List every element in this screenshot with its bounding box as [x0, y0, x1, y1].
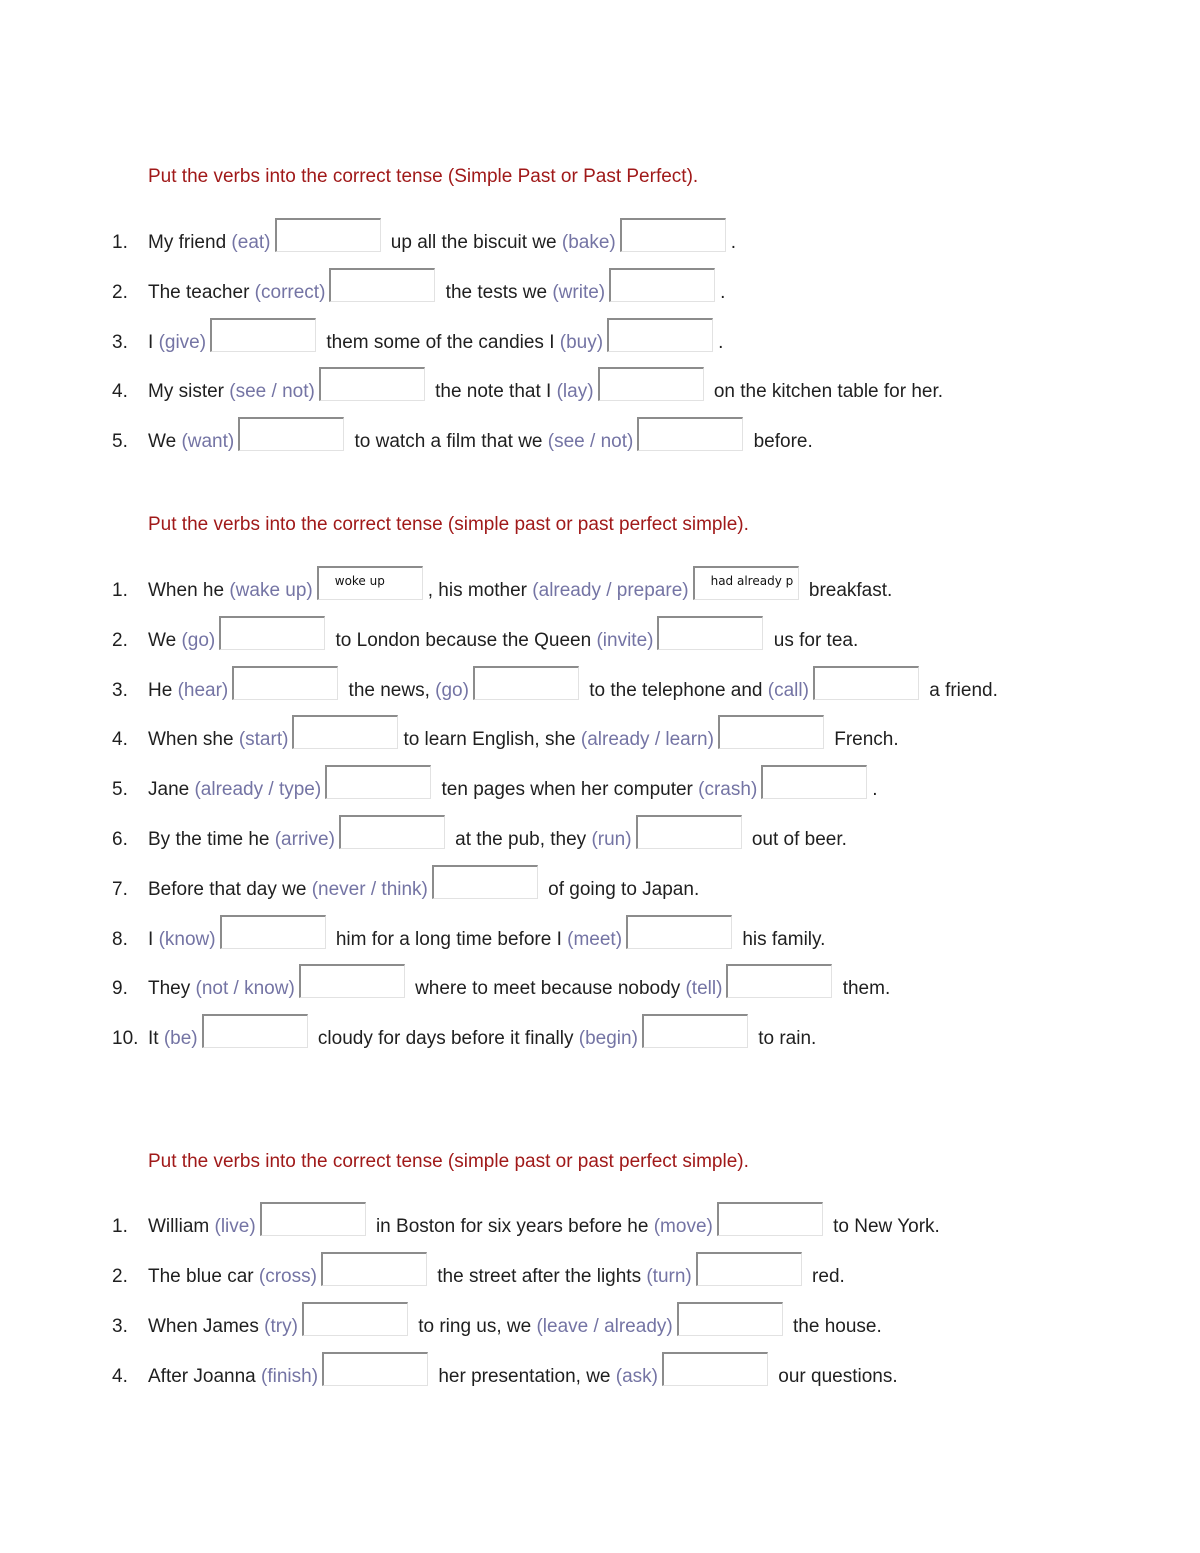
verb-hint: (tell)	[685, 978, 723, 1000]
sentence-text: .	[720, 281, 726, 303]
item-sentence	[148, 861, 699, 901]
sentence-text: , his mother	[427, 580, 533, 601]
sentence-text: out of beer.	[746, 829, 847, 850]
answer-input[interactable]	[813, 666, 919, 700]
verb-hint: (want)	[181, 431, 235, 453]
sentence-text: We	[148, 431, 182, 453]
sentence-text: red.	[806, 1266, 845, 1287]
sentence-text: to ring us, we	[412, 1316, 537, 1337]
verb-hint: (wake up)	[229, 580, 313, 601]
exercise-item	[112, 960, 1200, 1000]
item-sentence	[148, 1348, 898, 1388]
verb-hint: (hear)	[177, 679, 229, 701]
verb-hint: (live)	[214, 1216, 256, 1237]
item-sentence	[148, 1248, 845, 1288]
item-sentence	[148, 1198, 940, 1238]
section-2-title: Put the verbs into the correct tense (simple past or past perfect simple).	[148, 514, 749, 535]
sentence-text: .	[872, 779, 878, 801]
verb-hint: (never / think)	[311, 878, 428, 900]
answer-input[interactable]	[299, 964, 405, 998]
sentence-text: The teacher	[148, 281, 255, 303]
answer-input[interactable]	[717, 1202, 823, 1236]
verb-hint: (be)	[163, 1028, 198, 1050]
verb-hint: (see / not)	[547, 431, 634, 453]
verb-hint: (run)	[591, 829, 632, 850]
item-number: 9.	[112, 978, 128, 1000]
sentence-text: a friend.	[923, 679, 998, 701]
verb-hint: (give)	[158, 331, 207, 353]
sentence-text: Jane	[148, 779, 195, 801]
answer-input[interactable]	[292, 715, 398, 749]
item-number: 3.	[112, 331, 128, 353]
sentence-text: .	[730, 232, 737, 253]
item-number: 4.	[112, 729, 128, 751]
verb-hint: (finish)	[261, 1366, 319, 1387]
answer-value: had already p	[710, 574, 794, 588]
item-sentence	[148, 363, 943, 403]
sentence-text: her presentation, we	[433, 1366, 616, 1387]
item-number: 2.	[112, 1266, 128, 1287]
exercise-item	[112, 314, 1200, 354]
item-sentence	[148, 264, 725, 304]
verb-hint: (try)	[264, 1316, 298, 1337]
answer-input[interactable]	[726, 964, 832, 998]
sentence-text: My friend	[148, 232, 232, 253]
item-number: 1.	[112, 232, 128, 253]
section-1-title: Put the verbs into the correct tense (Simple Past or Past Perfect).	[148, 166, 699, 187]
exercise-item	[112, 612, 1200, 652]
sentence-text: the house.	[787, 1316, 882, 1337]
verb-hint: (ask)	[615, 1366, 658, 1387]
item-sentence	[148, 761, 878, 801]
sentence-text: them some of the candies I	[321, 331, 560, 353]
sentence-text: to London because the Queen	[330, 629, 597, 651]
verb-hint: (know)	[158, 928, 216, 950]
item-number: 1.	[112, 1216, 128, 1237]
exercise-item	[112, 761, 1200, 801]
answer-input[interactable]	[302, 1302, 408, 1336]
verb-hint: (turn)	[646, 1266, 692, 1287]
item-sentence	[148, 413, 813, 453]
answer-input[interactable]	[220, 915, 326, 949]
sentence-text: of going to Japan.	[542, 878, 700, 900]
answer-input[interactable]	[626, 915, 732, 949]
exercise-item	[112, 1298, 1200, 1338]
answer-input[interactable]	[637, 417, 743, 451]
exercise-item	[112, 861, 1200, 901]
verb-hint: (buy)	[559, 331, 604, 353]
sentence-text: them.	[837, 978, 891, 1000]
sentence-text: to learn English, she	[403, 729, 581, 751]
section-3-title: Put the verbs into the correct tense (simple past or past perfect simple).	[148, 1151, 749, 1172]
answer-input[interactable]	[232, 666, 338, 700]
item-number: 5.	[112, 779, 128, 801]
sentence-text: before.	[748, 431, 813, 453]
verb-hint: (crash)	[698, 779, 758, 801]
item-sentence	[148, 960, 890, 1000]
verb-hint: (already / prepare)	[532, 580, 689, 601]
sentence-text: William	[148, 1216, 215, 1237]
sentence-text: our questions.	[773, 1366, 898, 1387]
exercise-item	[112, 911, 1200, 951]
exercise-item	[112, 811, 1200, 851]
sentence-text: By the time he	[148, 829, 275, 850]
exercise-item	[112, 1348, 1200, 1388]
verb-hint: (invite)	[596, 629, 654, 651]
sentence-text: After Joanna	[148, 1366, 262, 1387]
sentence-text: They	[148, 978, 196, 1000]
verb-hint: (begin)	[578, 1028, 638, 1050]
item-number: 4.	[112, 1366, 128, 1387]
sentence-text: When she	[148, 729, 239, 751]
exercise-item	[112, 662, 1200, 702]
exercise-item	[112, 1198, 1200, 1238]
sentence-text: him for a long time before I	[330, 928, 568, 950]
sentence-text: I	[148, 331, 159, 353]
sentence-text: breakfast.	[803, 580, 893, 601]
item-sentence	[148, 1010, 816, 1050]
answer-input[interactable]	[607, 318, 713, 352]
sentence-text: the street after the lights	[431, 1266, 647, 1287]
answer-value: woke up	[334, 574, 385, 588]
item-number: 5.	[112, 431, 128, 453]
item-number: 2.	[112, 629, 128, 651]
sentence-text: the news,	[343, 679, 436, 701]
sentence-text: ten pages when her computer	[436, 779, 699, 801]
answer-input[interactable]	[317, 566, 423, 600]
sentence-text: He	[148, 679, 178, 701]
sentence-text: us for tea.	[768, 629, 859, 651]
answer-input[interactable]	[321, 1252, 427, 1286]
exercise-item	[112, 1010, 1200, 1050]
answer-input[interactable]	[238, 417, 344, 451]
verb-hint: (leave / already)	[536, 1316, 673, 1337]
answer-input[interactable]	[693, 566, 799, 600]
sentence-text: The blue car	[148, 1266, 259, 1287]
answer-input[interactable]	[275, 218, 381, 252]
item-number: 10.	[112, 1028, 139, 1050]
item-sentence	[148, 811, 847, 851]
answer-input[interactable]	[609, 268, 715, 302]
exercise-item	[112, 711, 1200, 751]
answer-input[interactable]	[662, 1352, 768, 1386]
answer-input[interactable]	[718, 715, 824, 749]
exercise-item	[112, 363, 1200, 403]
item-sentence	[148, 911, 825, 951]
verb-hint: (already / type)	[194, 779, 322, 801]
sentence-text: up all the biscuit we	[385, 232, 562, 253]
sentence-text: to New York.	[827, 1216, 940, 1237]
sentence-text: on the kitchen table for her.	[708, 381, 944, 403]
answer-input[interactable]	[322, 1352, 428, 1386]
verb-hint: (already / learn)	[580, 729, 714, 751]
item-sentence	[148, 612, 858, 652]
answer-input[interactable]	[598, 367, 704, 401]
verb-hint: (eat)	[231, 232, 271, 253]
answer-input[interactable]	[202, 1014, 308, 1048]
exercise-item	[112, 214, 1200, 254]
exercise-item	[112, 264, 1200, 304]
item-number: 4.	[112, 381, 128, 403]
sentence-text: We	[148, 629, 182, 651]
sentence-text: .	[718, 331, 724, 353]
verb-hint: (arrive)	[274, 829, 335, 850]
answer-input[interactable]	[473, 666, 579, 700]
verb-hint: (see / not)	[229, 381, 315, 403]
answer-input[interactable]	[761, 765, 867, 799]
item-sentence	[148, 662, 998, 702]
answer-input[interactable]	[339, 815, 445, 849]
answer-input[interactable]	[260, 1202, 366, 1236]
sentence-text: cloudy for days before it finally	[312, 1028, 579, 1050]
sentence-text: where to meet because nobody	[409, 978, 686, 1000]
answer-input[interactable]	[219, 616, 325, 650]
verb-hint: (call)	[767, 679, 809, 701]
item-number: 7.	[112, 878, 128, 900]
verb-hint: (lay)	[556, 381, 594, 403]
verb-hint: (start)	[238, 729, 289, 751]
sentence-text: It	[148, 1028, 164, 1050]
answer-input[interactable]	[329, 268, 435, 302]
sentence-text: to rain.	[752, 1028, 817, 1050]
item-sentence	[148, 214, 736, 254]
verb-hint: (correct)	[254, 281, 326, 303]
answer-input[interactable]	[325, 765, 431, 799]
answer-input[interactable]	[210, 318, 316, 352]
exercise-item	[112, 413, 1200, 453]
answer-input[interactable]	[319, 367, 425, 401]
item-sentence	[148, 562, 892, 602]
answer-input[interactable]	[657, 616, 763, 650]
item-sentence	[148, 1298, 882, 1338]
sentence-text: the tests we	[440, 281, 553, 303]
exercise-item	[112, 562, 1200, 602]
answer-input[interactable]	[642, 1014, 748, 1048]
item-sentence	[148, 314, 723, 354]
sentence-text: When James	[148, 1316, 265, 1337]
sentence-text: French.	[828, 729, 899, 751]
sentence-text: My sister	[148, 381, 230, 403]
sentence-text: to the telephone and	[583, 679, 768, 701]
sentence-text: When he	[148, 580, 230, 601]
sentence-text: I	[148, 928, 159, 950]
verb-hint: (go)	[181, 629, 216, 651]
sentence-text: the note that I	[429, 381, 557, 403]
sentence-text: to watch a film that we	[349, 431, 548, 453]
exercise-item	[112, 1248, 1200, 1288]
sentence-text: his family.	[737, 928, 826, 950]
item-number: 8.	[112, 928, 128, 950]
answer-input[interactable]	[696, 1252, 802, 1286]
item-number: 1.	[112, 580, 128, 601]
item-sentence	[148, 711, 899, 751]
answer-input[interactable]	[677, 1302, 783, 1336]
item-number: 2.	[112, 281, 128, 303]
verb-hint: (meet)	[567, 928, 623, 950]
item-number: 3.	[112, 679, 128, 701]
verb-hint: (write)	[552, 281, 606, 303]
answer-input[interactable]	[432, 865, 538, 899]
answer-input[interactable]	[620, 218, 726, 252]
verb-hint: (not / know)	[195, 978, 295, 1000]
item-number: 3.	[112, 1316, 128, 1337]
verb-hint: (bake)	[561, 232, 616, 253]
verb-hint: (cross)	[258, 1266, 317, 1287]
verb-hint: (move)	[653, 1216, 713, 1237]
answer-input[interactable]	[636, 815, 742, 849]
item-number: 6.	[112, 829, 128, 850]
sentence-text: Before that day we	[148, 878, 312, 900]
sentence-text: at the pub, they	[449, 829, 592, 850]
verb-hint: (go)	[435, 679, 469, 701]
sentence-text: in Boston for six years before he	[370, 1216, 654, 1237]
